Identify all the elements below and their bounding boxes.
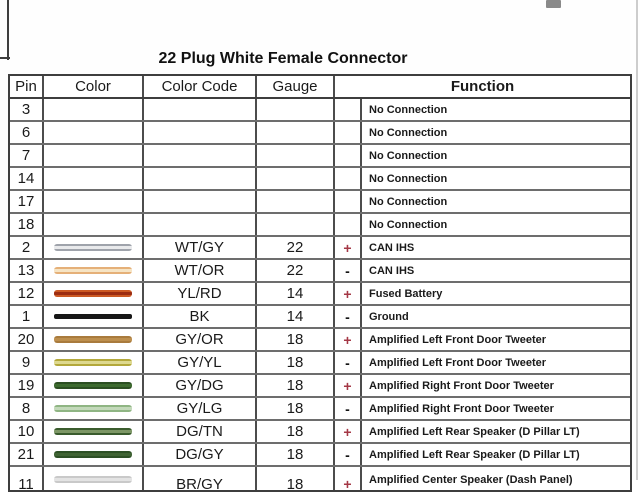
polarity-cell: - xyxy=(335,352,362,373)
function-cell: Amplified Right Front Door Tweeter xyxy=(369,402,554,415)
gauge-cell: 18 xyxy=(257,444,335,465)
function-cell: Amplified Left Rear Speaker (D Pillar LT) xyxy=(369,425,580,438)
table-row xyxy=(10,329,630,352)
color-code-cell xyxy=(144,168,257,189)
wire-color-swatch xyxy=(54,476,132,483)
header-color: Color xyxy=(44,76,144,97)
wire-color-swatch xyxy=(54,405,132,412)
table-row xyxy=(10,283,630,306)
wire-color-cell xyxy=(44,237,144,258)
wire-color-swatch xyxy=(54,314,132,319)
wire-color-swatch xyxy=(54,451,132,458)
wire-color-cell xyxy=(44,375,144,396)
pin-cell: 6 xyxy=(10,122,44,143)
pin-cell: 12 xyxy=(10,283,44,304)
table-header-row xyxy=(10,76,630,99)
wire-color-swatch xyxy=(54,290,132,297)
polarity-cell xyxy=(335,214,362,235)
color-code-cell xyxy=(144,122,257,143)
color-code-cell xyxy=(144,145,257,166)
pin-cell: 18 xyxy=(10,214,44,235)
header-gauge: Gauge xyxy=(257,76,335,97)
color-code-cell: GY/LG xyxy=(144,398,257,419)
color-code-cell: WT/OR xyxy=(144,260,257,281)
function-cell: No Connection xyxy=(369,126,448,139)
color-code-cell xyxy=(144,214,257,235)
color-code-cell: BK xyxy=(144,306,257,327)
gauge-cell: 18 xyxy=(257,398,335,419)
table-row xyxy=(10,467,630,493)
gauge-cell: 18 xyxy=(257,352,335,373)
polarity-cell: + xyxy=(335,329,362,350)
wire-color-cell xyxy=(44,398,144,419)
function-cell: Fused Battery xyxy=(369,287,443,300)
gauge-cell: 18 xyxy=(257,329,335,350)
color-code-cell: GY/YL xyxy=(144,352,257,373)
table-row xyxy=(10,145,630,168)
color-code-cell: GY/DG xyxy=(144,375,257,396)
polarity-cell: - xyxy=(335,260,362,281)
table-row xyxy=(10,237,630,260)
function-cell: No Connection xyxy=(369,218,448,231)
polarity-cell: - xyxy=(335,306,362,327)
pin-cell: 11 xyxy=(10,467,44,490)
function-cell: Amplified Left Rear Speaker (D Pillar LT) xyxy=(369,448,580,461)
pin-cell: 1 xyxy=(10,306,44,327)
polarity-cell xyxy=(335,168,362,189)
pin-cell: 8 xyxy=(10,398,44,419)
gauge-cell: 22 xyxy=(257,237,335,258)
gauge-cell xyxy=(257,145,335,166)
wire-color-swatch xyxy=(54,359,132,366)
wire-color-cell xyxy=(44,421,144,442)
table-row xyxy=(10,398,630,421)
wire-color-cell xyxy=(44,467,144,490)
function-cell: CAN IHS xyxy=(369,241,415,254)
wire-color-cell xyxy=(44,260,144,281)
wire-color-cell xyxy=(44,122,144,143)
function-cell: Amplified Left Front Door Tweeter xyxy=(369,333,547,346)
table-row xyxy=(10,99,630,122)
color-code-cell: BR/GY xyxy=(144,467,257,490)
polarity-cell: + xyxy=(335,467,362,490)
wire-color-cell xyxy=(44,329,144,350)
table-row xyxy=(10,444,630,467)
table-row xyxy=(10,306,630,329)
gauge-cell xyxy=(257,122,335,143)
pin-cell: 21 xyxy=(10,444,44,465)
header-color-code: Color Code xyxy=(144,76,257,97)
polarity-cell: + xyxy=(335,237,362,258)
polarity-cell: + xyxy=(335,283,362,304)
color-code-cell: WT/GY xyxy=(144,237,257,258)
function-cell: No Connection xyxy=(369,149,448,162)
function-cell: CAN IHS xyxy=(369,264,415,277)
wire-color-cell xyxy=(44,99,144,120)
polarity-cell xyxy=(335,99,362,120)
function-cell: No Connection xyxy=(369,195,448,208)
gauge-cell: 22 xyxy=(257,260,335,281)
pin-cell: 19 xyxy=(10,375,44,396)
function-cell: Amplified Right Front Door Tweeter xyxy=(369,379,554,392)
pin-cell: 10 xyxy=(10,421,44,442)
pin-cell: 2 xyxy=(10,237,44,258)
wire-color-cell xyxy=(44,168,144,189)
polarity-cell: - xyxy=(335,444,362,465)
pin-cell: 13 xyxy=(10,260,44,281)
polarity-cell: + xyxy=(335,375,362,396)
color-code-cell: DG/GY xyxy=(144,444,257,465)
function-cell: Ground xyxy=(369,310,409,323)
gauge-cell: 18 xyxy=(257,375,335,396)
function-cell: Amplified Center Speaker (Dash Panel) xyxy=(369,474,573,486)
table-row xyxy=(10,375,630,398)
wire-color-swatch xyxy=(54,267,132,274)
pin-cell: 20 xyxy=(10,329,44,350)
gauge-cell xyxy=(257,99,335,120)
polarity-cell: - xyxy=(335,398,362,419)
gauge-cell: 18 xyxy=(257,421,335,442)
table-row xyxy=(10,352,630,375)
wire-color-swatch xyxy=(54,428,132,435)
header-function: Function xyxy=(450,78,515,95)
gauge-cell xyxy=(257,214,335,235)
polarity-cell xyxy=(335,191,362,212)
color-code-cell: DG/TN xyxy=(144,421,257,442)
color-code-cell: YL/RD xyxy=(144,283,257,304)
function-cell: No Connection xyxy=(369,103,448,116)
gauge-cell: 14 xyxy=(257,306,335,327)
wire-color-swatch xyxy=(54,244,132,251)
pin-cell: 14 xyxy=(10,168,44,189)
table-body xyxy=(10,99,630,493)
gauge-cell: 18 xyxy=(257,467,335,490)
table-row xyxy=(10,122,630,145)
table-row xyxy=(10,421,630,444)
header-pin: Pin xyxy=(10,76,44,97)
color-code-cell xyxy=(144,191,257,212)
wire-color-cell xyxy=(44,306,144,327)
wire-color-swatch xyxy=(54,336,132,343)
pin-cell: 3 xyxy=(10,99,44,120)
polarity-cell: + xyxy=(335,421,362,442)
function-cell: No Connection xyxy=(369,172,448,185)
page-title: 22 Plug White Female Connector xyxy=(158,50,408,67)
wire-color-cell xyxy=(44,283,144,304)
gauge-cell: 14 xyxy=(257,283,335,304)
polarity-cell xyxy=(335,145,362,166)
table-row xyxy=(10,260,630,283)
pin-cell: 7 xyxy=(10,145,44,166)
function-cell: Amplified Left Front Door Tweeter xyxy=(369,356,547,369)
pin-cell: 9 xyxy=(10,352,44,373)
table-row xyxy=(10,214,630,237)
pin-cell: 17 xyxy=(10,191,44,212)
gauge-cell xyxy=(257,191,335,212)
scan-artifact-mark xyxy=(546,0,561,8)
wire-color-cell xyxy=(44,145,144,166)
color-code-cell: GY/OR xyxy=(144,329,257,350)
wire-color-swatch xyxy=(54,382,132,389)
color-code-cell xyxy=(144,99,257,120)
page-right-edge-line xyxy=(636,0,638,480)
wire-color-cell xyxy=(44,214,144,235)
wire-color-cell xyxy=(44,444,144,465)
wire-color-cell xyxy=(44,352,144,373)
connector-pinout-table xyxy=(8,74,632,492)
gauge-cell xyxy=(257,168,335,189)
wire-color-cell xyxy=(44,191,144,212)
table-row xyxy=(10,191,630,214)
table-row xyxy=(10,168,630,191)
polarity-cell xyxy=(335,122,362,143)
